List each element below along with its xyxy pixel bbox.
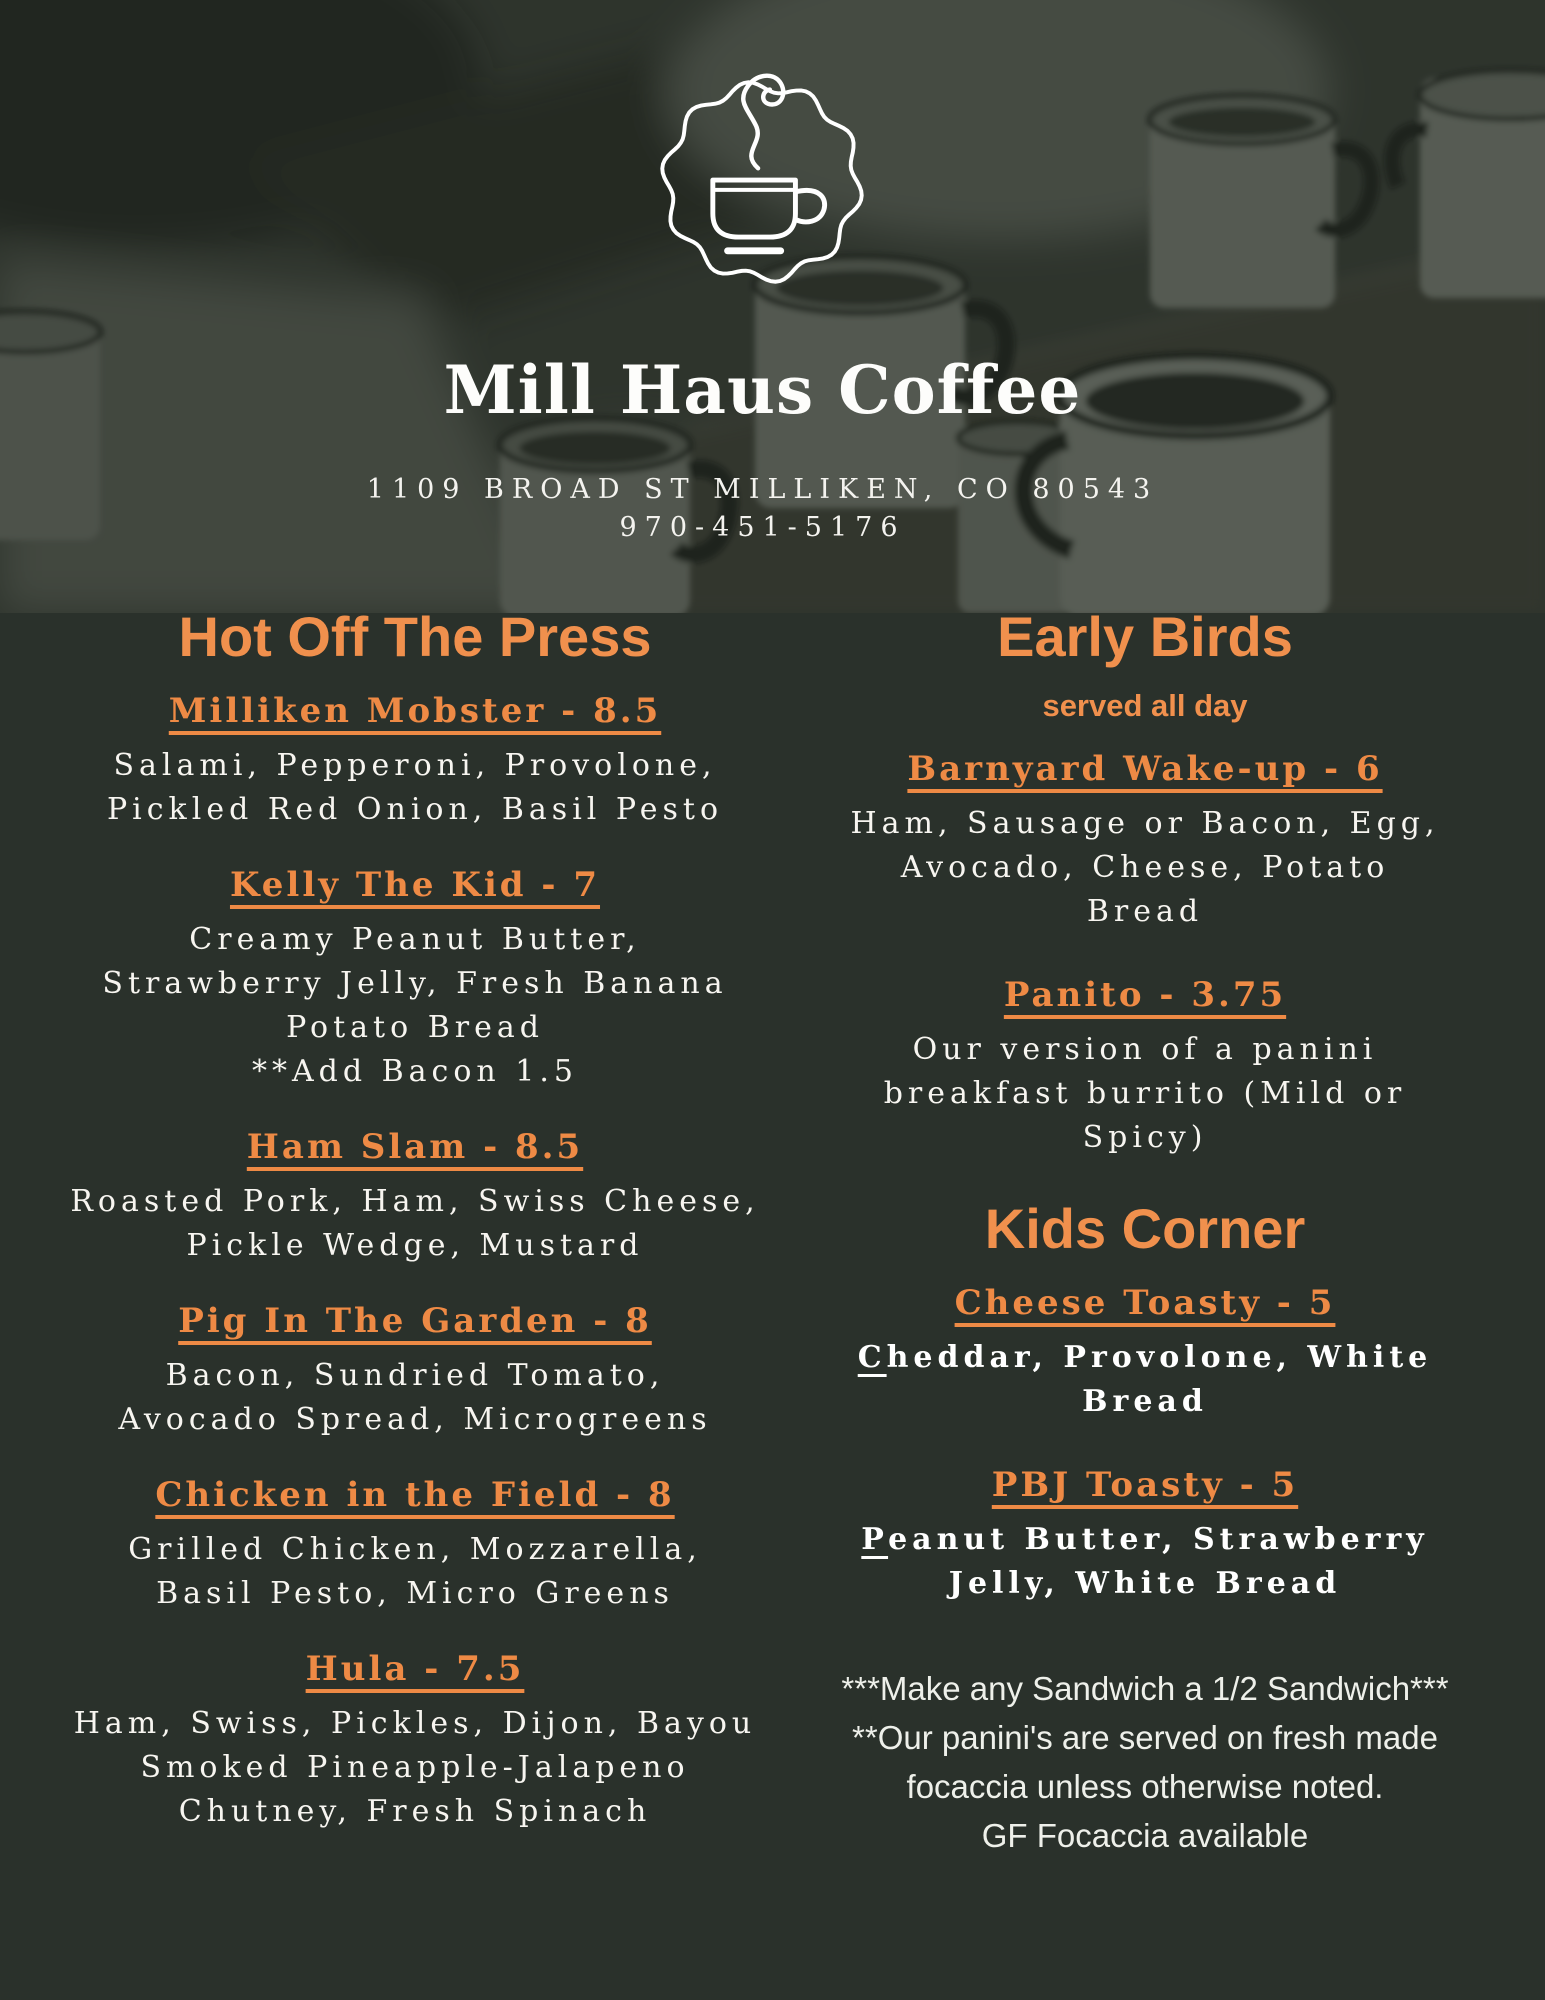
menu-item-desc-line: Our version of a panini — [912, 1032, 1378, 1067]
menu-item-desc-line: Salami, Pepperoni, Provolone, — [113, 748, 717, 783]
menu-item-hula — [20, 1648, 810, 1834]
menu-item-milliken-mobster — [20, 690, 810, 832]
menu-item-desc-line: Cheddar, Provolone, White — [857, 1340, 1433, 1375]
steaming-coffee-cup-badge-icon — [644, 62, 880, 302]
section-early-birds — [800, 605, 1490, 1860]
menu-item-desc-line: Spicy) — [1082, 1120, 1208, 1155]
menu-item-cheese-toasty — [800, 1282, 1490, 1424]
note-line: ***Make any Sandwich a 1/2 Sandwich*** — [841, 1670, 1449, 1707]
footer-notes — [800, 1664, 1490, 1860]
section-heading: Early Birds — [997, 605, 1293, 668]
menu-item-title: Hula - 7.5 — [305, 1649, 525, 1689]
menu-item-title: Ham Slam - 8.5 — [246, 1127, 584, 1167]
menu-item-desc-line: Potato Bread — [286, 1010, 544, 1045]
menu-item-desc-line: Ham, Swiss, Pickles, Dijon, Bayou — [73, 1706, 757, 1741]
menu-item-title: PBJ Toasty - 5 — [991, 1465, 1299, 1505]
menu-item-desc-line: Pickled Red Onion, Basil Pesto — [106, 792, 724, 827]
note-line: focaccia unless otherwise noted. — [906, 1768, 1384, 1805]
menu-item-kelly-the-kid — [20, 864, 810, 1094]
menu-item-chicken-in-the-field — [20, 1474, 810, 1616]
menu-item-pbj-toasty — [800, 1464, 1490, 1606]
menu-item-desc-line: Creamy Peanut Butter, — [189, 922, 641, 957]
menu-item-barnyard-wake-up — [800, 748, 1490, 934]
menu-item-desc-line: Avocado Spread, Microgreens — [118, 1402, 712, 1437]
section-heading: Kids Corner — [984, 1197, 1306, 1260]
menu-item-desc-line: Chutney, Fresh Spinach — [178, 1794, 652, 1829]
menu-item-ham-slam — [20, 1126, 810, 1268]
menu-item-desc-line: Bacon, Sundried Tomato, — [165, 1358, 665, 1393]
phone-line: 970-451-5176 — [619, 512, 906, 543]
menu-item-desc-line: Bread — [1086, 894, 1204, 929]
menu-item-panito — [800, 974, 1490, 1160]
menu-item-desc-line: breakfast burrito (Mild or — [883, 1076, 1407, 1111]
menu-item-desc-line: Bread — [1082, 1384, 1208, 1419]
menu-item-desc-line: Pickle Wedge, Mustard — [186, 1228, 644, 1263]
note-line: GF Focaccia available — [981, 1817, 1309, 1854]
logo-badge — [644, 62, 880, 302]
menu-item-title: Panito - 3.75 — [1003, 975, 1287, 1015]
note-line: **Our panini's are served on fresh made — [852, 1719, 1438, 1756]
section-heading: Hot Off The Press — [178, 605, 652, 668]
menu-item-desc-line: Avocado, Cheese, Potato — [900, 850, 1390, 885]
header-hero — [0, 0, 1545, 613]
section-kids-corner — [800, 1197, 1490, 1606]
menu-item-desc-line: Jelly, White Bread — [948, 1566, 1342, 1601]
menu-item-desc-line: Ham, Sausage or Bacon, Egg, — [850, 806, 1440, 841]
menu-item-title: Pig In The Garden - 8 — [178, 1301, 652, 1341]
menu-item-title: Kelly The Kid - 7 — [229, 865, 601, 905]
menu-item-title: Chicken in the Field - 8 — [155, 1475, 675, 1515]
section-subheading: served all day — [1042, 688, 1248, 723]
menu-item-desc-line: Smoked Pineapple-Jalapeno — [140, 1750, 690, 1785]
menu-item-desc-line: **Add Bacon 1.5 — [252, 1054, 578, 1089]
page-title: Mill Haus Coffee — [443, 351, 1082, 429]
menu-item-desc-line: Basil Pesto, Micro Greens — [156, 1576, 674, 1611]
section-hot-off-the-press — [20, 605, 810, 1866]
menu-item-title: Milliken Mobster - 8.5 — [168, 691, 662, 731]
menu-item-title: Barnyard Wake-up - 6 — [907, 749, 1383, 789]
menu-item-desc-line: Roasted Pork, Ham, Swiss Cheese, — [70, 1184, 760, 1219]
menu-item-title: Cheese Toasty - 5 — [954, 1283, 1336, 1323]
menu-item-desc-line: Peanut Butter, Strawberry — [861, 1522, 1429, 1557]
menu-item-pig-in-the-garden — [20, 1300, 810, 1442]
menu-item-desc-line: Grilled Chicken, Mozzarella, — [128, 1532, 702, 1567]
menu-item-desc-line: Strawberry Jelly, Fresh Banana — [102, 966, 728, 1001]
address-line: 1109 BROAD ST MILLIKEN, CO 80543 — [366, 474, 1159, 505]
